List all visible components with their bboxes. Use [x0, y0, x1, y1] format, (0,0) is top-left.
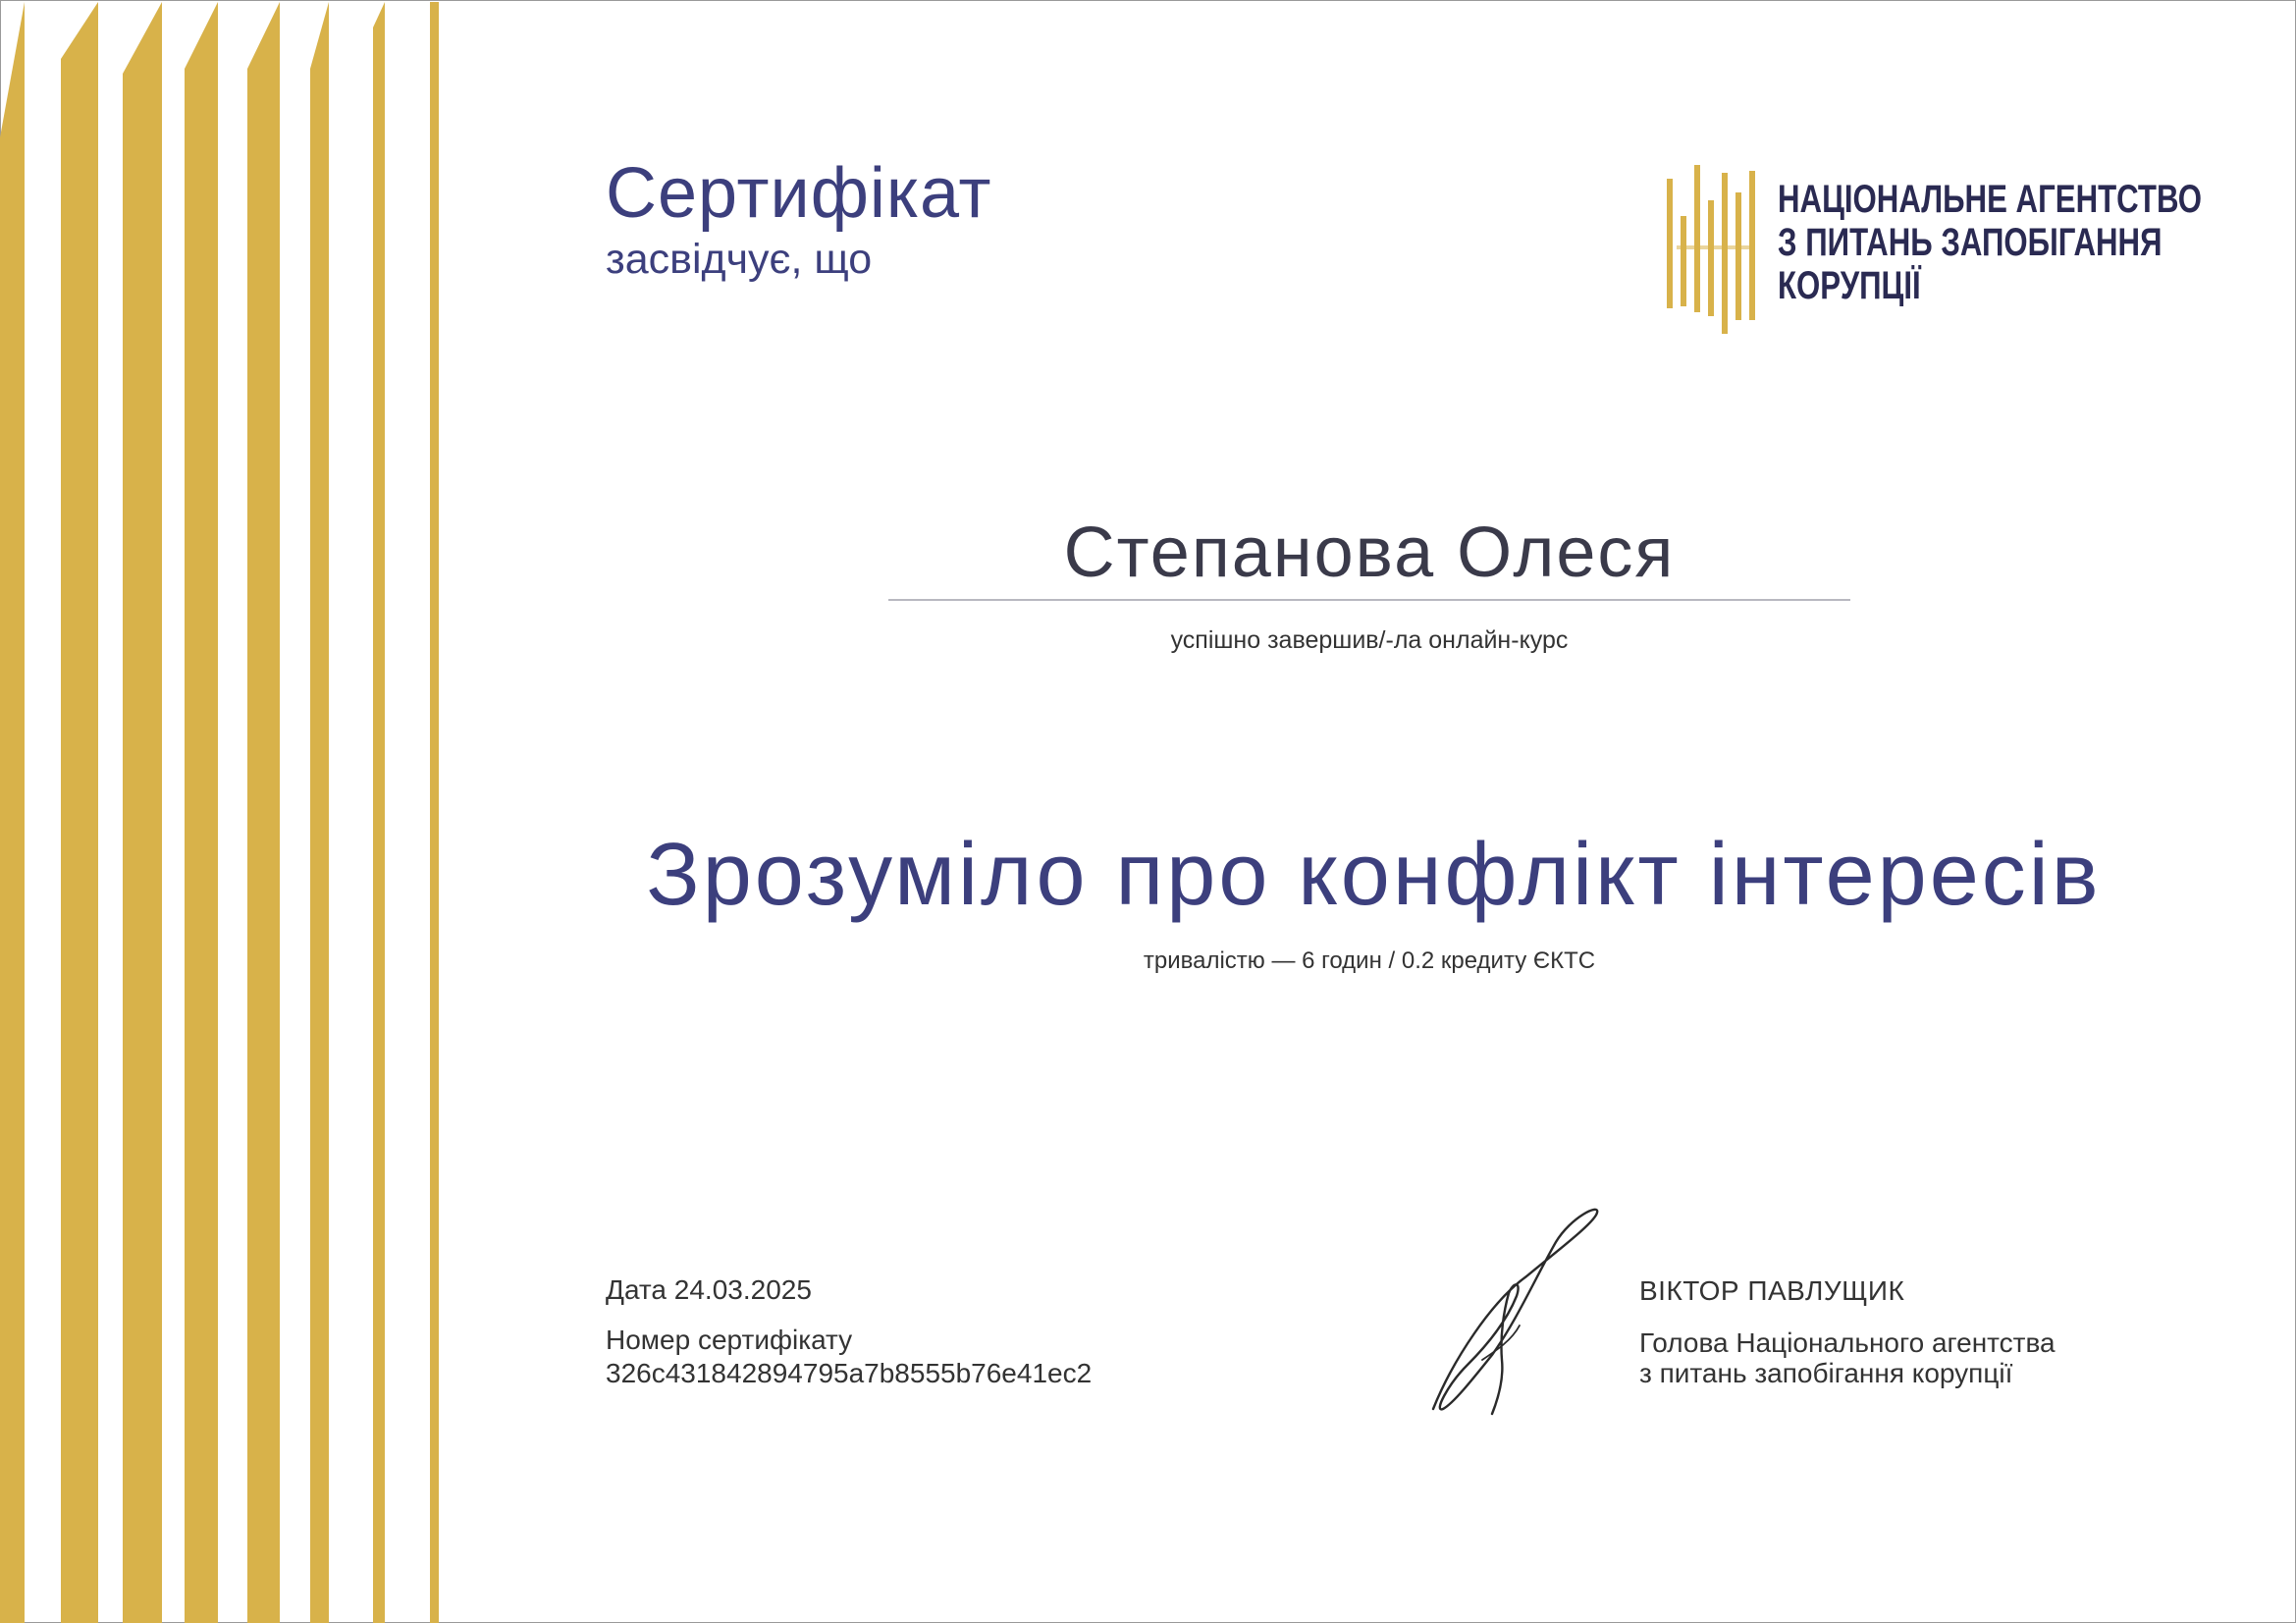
signatory-block [1639, 1274, 2056, 1388]
decorative-gold-stripes [0, 0, 452, 1623]
gold-stripe [185, 2, 218, 1623]
course-duration: тривалістю — 6 годин / 0.2 кредиту ЄКТС [1143, 947, 1596, 974]
signatory-role-line: Голова Національного агентства [1639, 1327, 2056, 1358]
gold-stripe [373, 2, 385, 1623]
gold-stripe [310, 2, 329, 1623]
recipient-underline [888, 599, 1850, 601]
certificate-date: Дата 24.03.2025 [606, 1274, 812, 1305]
certificate-title: Сертифікат [606, 154, 992, 233]
gold-stripe [0, 2, 25, 1623]
nazk-logo-icon [1667, 165, 1760, 334]
gold-stripe [430, 2, 439, 1623]
organization-name-line: НАЦІОНАЛЬНЕ АГЕНТСТВО [1778, 178, 2203, 221]
organization-name [1778, 178, 2202, 307]
completion-statement: успішно завершив/-ла онлайн-курс [1170, 626, 1569, 654]
signatory-role-line: з питань запобігання корупції [1639, 1358, 2013, 1388]
organization-name-line: КОРУПЦІЇ [1778, 264, 1921, 307]
signatory-role [1639, 1327, 2056, 1388]
certificate-subtitle: засвідчує, що [606, 236, 873, 283]
gold-stripe [123, 2, 162, 1623]
course-title: Зрозуміло про конфлікт інтересів [646, 826, 2102, 924]
certificate-details [606, 1273, 1092, 1390]
handwritten-signature [1423, 1203, 1620, 1424]
gold-stripe [247, 2, 280, 1623]
recipient-name: Степанова Олеся [1063, 514, 1676, 592]
certificate-number-label: Номер сертифікату [606, 1325, 853, 1355]
certificate-number: 326c431842894795a7b8555b76e41ec2 [606, 1358, 1093, 1388]
organization-name-line: З ПИТАНЬ ЗАПОБІГАННЯ [1778, 221, 2163, 264]
signatory-name: ВІКТОР ПАВЛУЩИК [1639, 1275, 1905, 1306]
gold-stripe [61, 2, 98, 1623]
